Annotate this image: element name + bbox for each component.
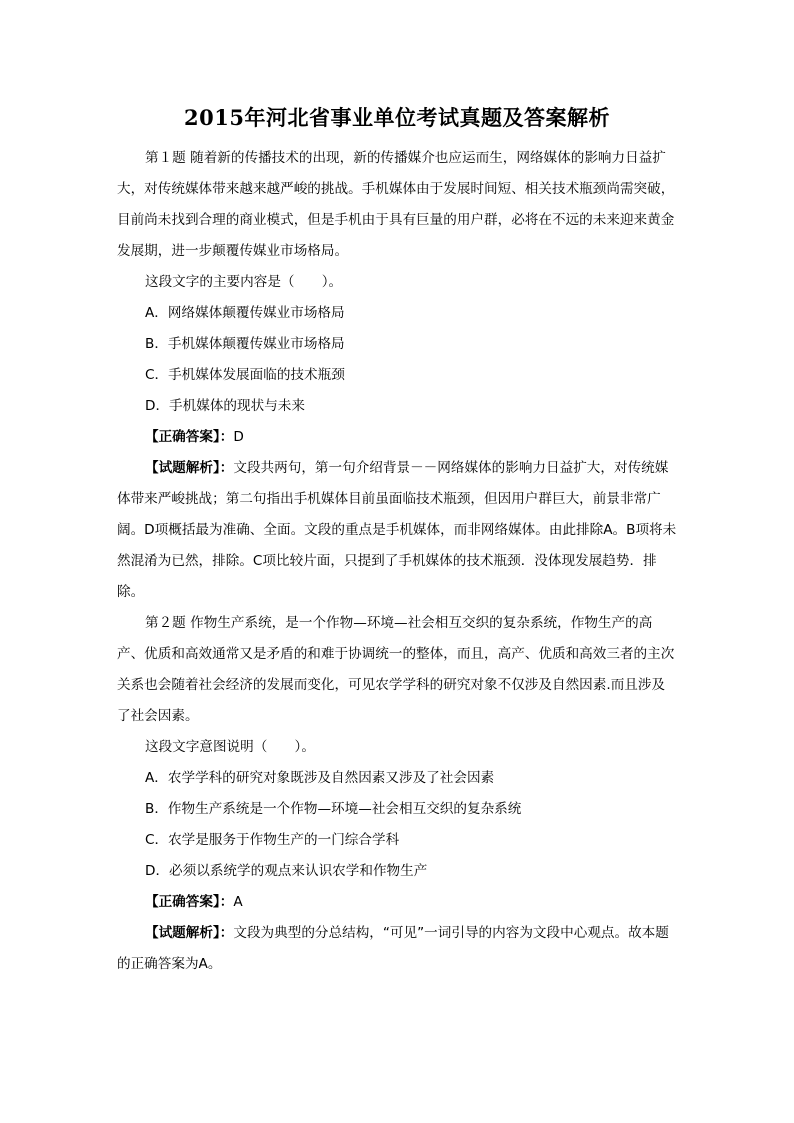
question-1-option-c: C．手机媒体发展面临的技术瓶颈 bbox=[145, 367, 345, 383]
analysis-label: 【试题解析】： bbox=[145, 460, 234, 476]
question-1-option-d: D．手机媒体的现状与未来 bbox=[145, 398, 305, 414]
question-1-option-b: B．手机媒体颠覆传媒业市场格局 bbox=[145, 336, 345, 352]
question-2-analysis bbox=[117, 918, 677, 980]
question-1-option-a: A．网络媒体颠覆传媒业市场格局 bbox=[145, 305, 345, 321]
question-2-option-b: B．作物生产系统是一个作物—环境—社会相互交织的复杂系统 bbox=[145, 801, 522, 817]
answer-value: A bbox=[233, 894, 243, 910]
question-1-prompt: 这段文字的主要内容是（ ）。 bbox=[145, 274, 343, 290]
analysis-text: 文段共两句，第一句介绍背景－－网络媒体的影响力日益扩大，对传统媒体带来严峻挑战；第二句指出手机媒体目前虽面临技术瓶颈，但因用户群巨大，前景非常广阔。D项概括最为准确、全面。文段的重点是手机媒体，而非网络媒体。由此排除A。B项将未然混淆为已然，排除。C项比较片面，只提到了手机媒体的技术瓶颈．没体现发展趋势．排除。 bbox=[117, 460, 677, 600]
question-1-stem: 第１题 随着新的传播技术的出现，新的传播媒介也应运而生，网络媒体的影响力日益扩大，对传统媒体带来越来越严峻的挑战。手机媒体由于发展时间短、相关技术瓶颈尚需突破，目前尚未找到合理的商业模式，但是手机由于具有巨量的用户群，必将在不远的未来迎来黄金发展期，进一步颠覆传媒业市场格局。 bbox=[117, 150, 675, 259]
document-body bbox=[117, 143, 677, 980]
analysis-text: 文段为典型的分总结构，“可见”一词引导的内容为文段中心观点。故本题的正确答案为A。 bbox=[117, 925, 669, 972]
question-2-option-c: C．农学是服务于作物生产的一门综合学科 bbox=[145, 832, 400, 848]
answer-label: 【正确答案】： bbox=[145, 894, 234, 910]
answer-value: D bbox=[233, 429, 244, 445]
answer-label: 【正确答案】： bbox=[145, 429, 234, 445]
document-title: 2015年河北省事业单位考试真题及答案解析 bbox=[184, 105, 610, 130]
question-2-stem: 第２题 作物生产系统，是一个作物—环境—社会相互交织的复杂系统，作物生产的高产、优质和高效通常又是矛盾的和难于协调统一的整体，而且，高产、优质和高效三者的主次关系也会随着社会经济的发展而变化，可见农学学科的研究对象不仅涉及自然因素.而且涉及了社会因素。 bbox=[117, 615, 675, 724]
question-1-analysis bbox=[117, 453, 677, 608]
analysis-label: 【试题解析】： bbox=[145, 925, 234, 941]
question-1-answer bbox=[117, 422, 677, 453]
question-2-answer bbox=[117, 887, 677, 918]
question-2-option-d: D．必须以系统学的观点来认识农学和作物生产 bbox=[145, 863, 428, 879]
question-2-option-a: A．农学学科的研究对象既涉及自然因素又涉及了社会因素 bbox=[145, 770, 495, 786]
question-2-prompt: 这段文字意图说明（ ）。 bbox=[145, 739, 315, 755]
